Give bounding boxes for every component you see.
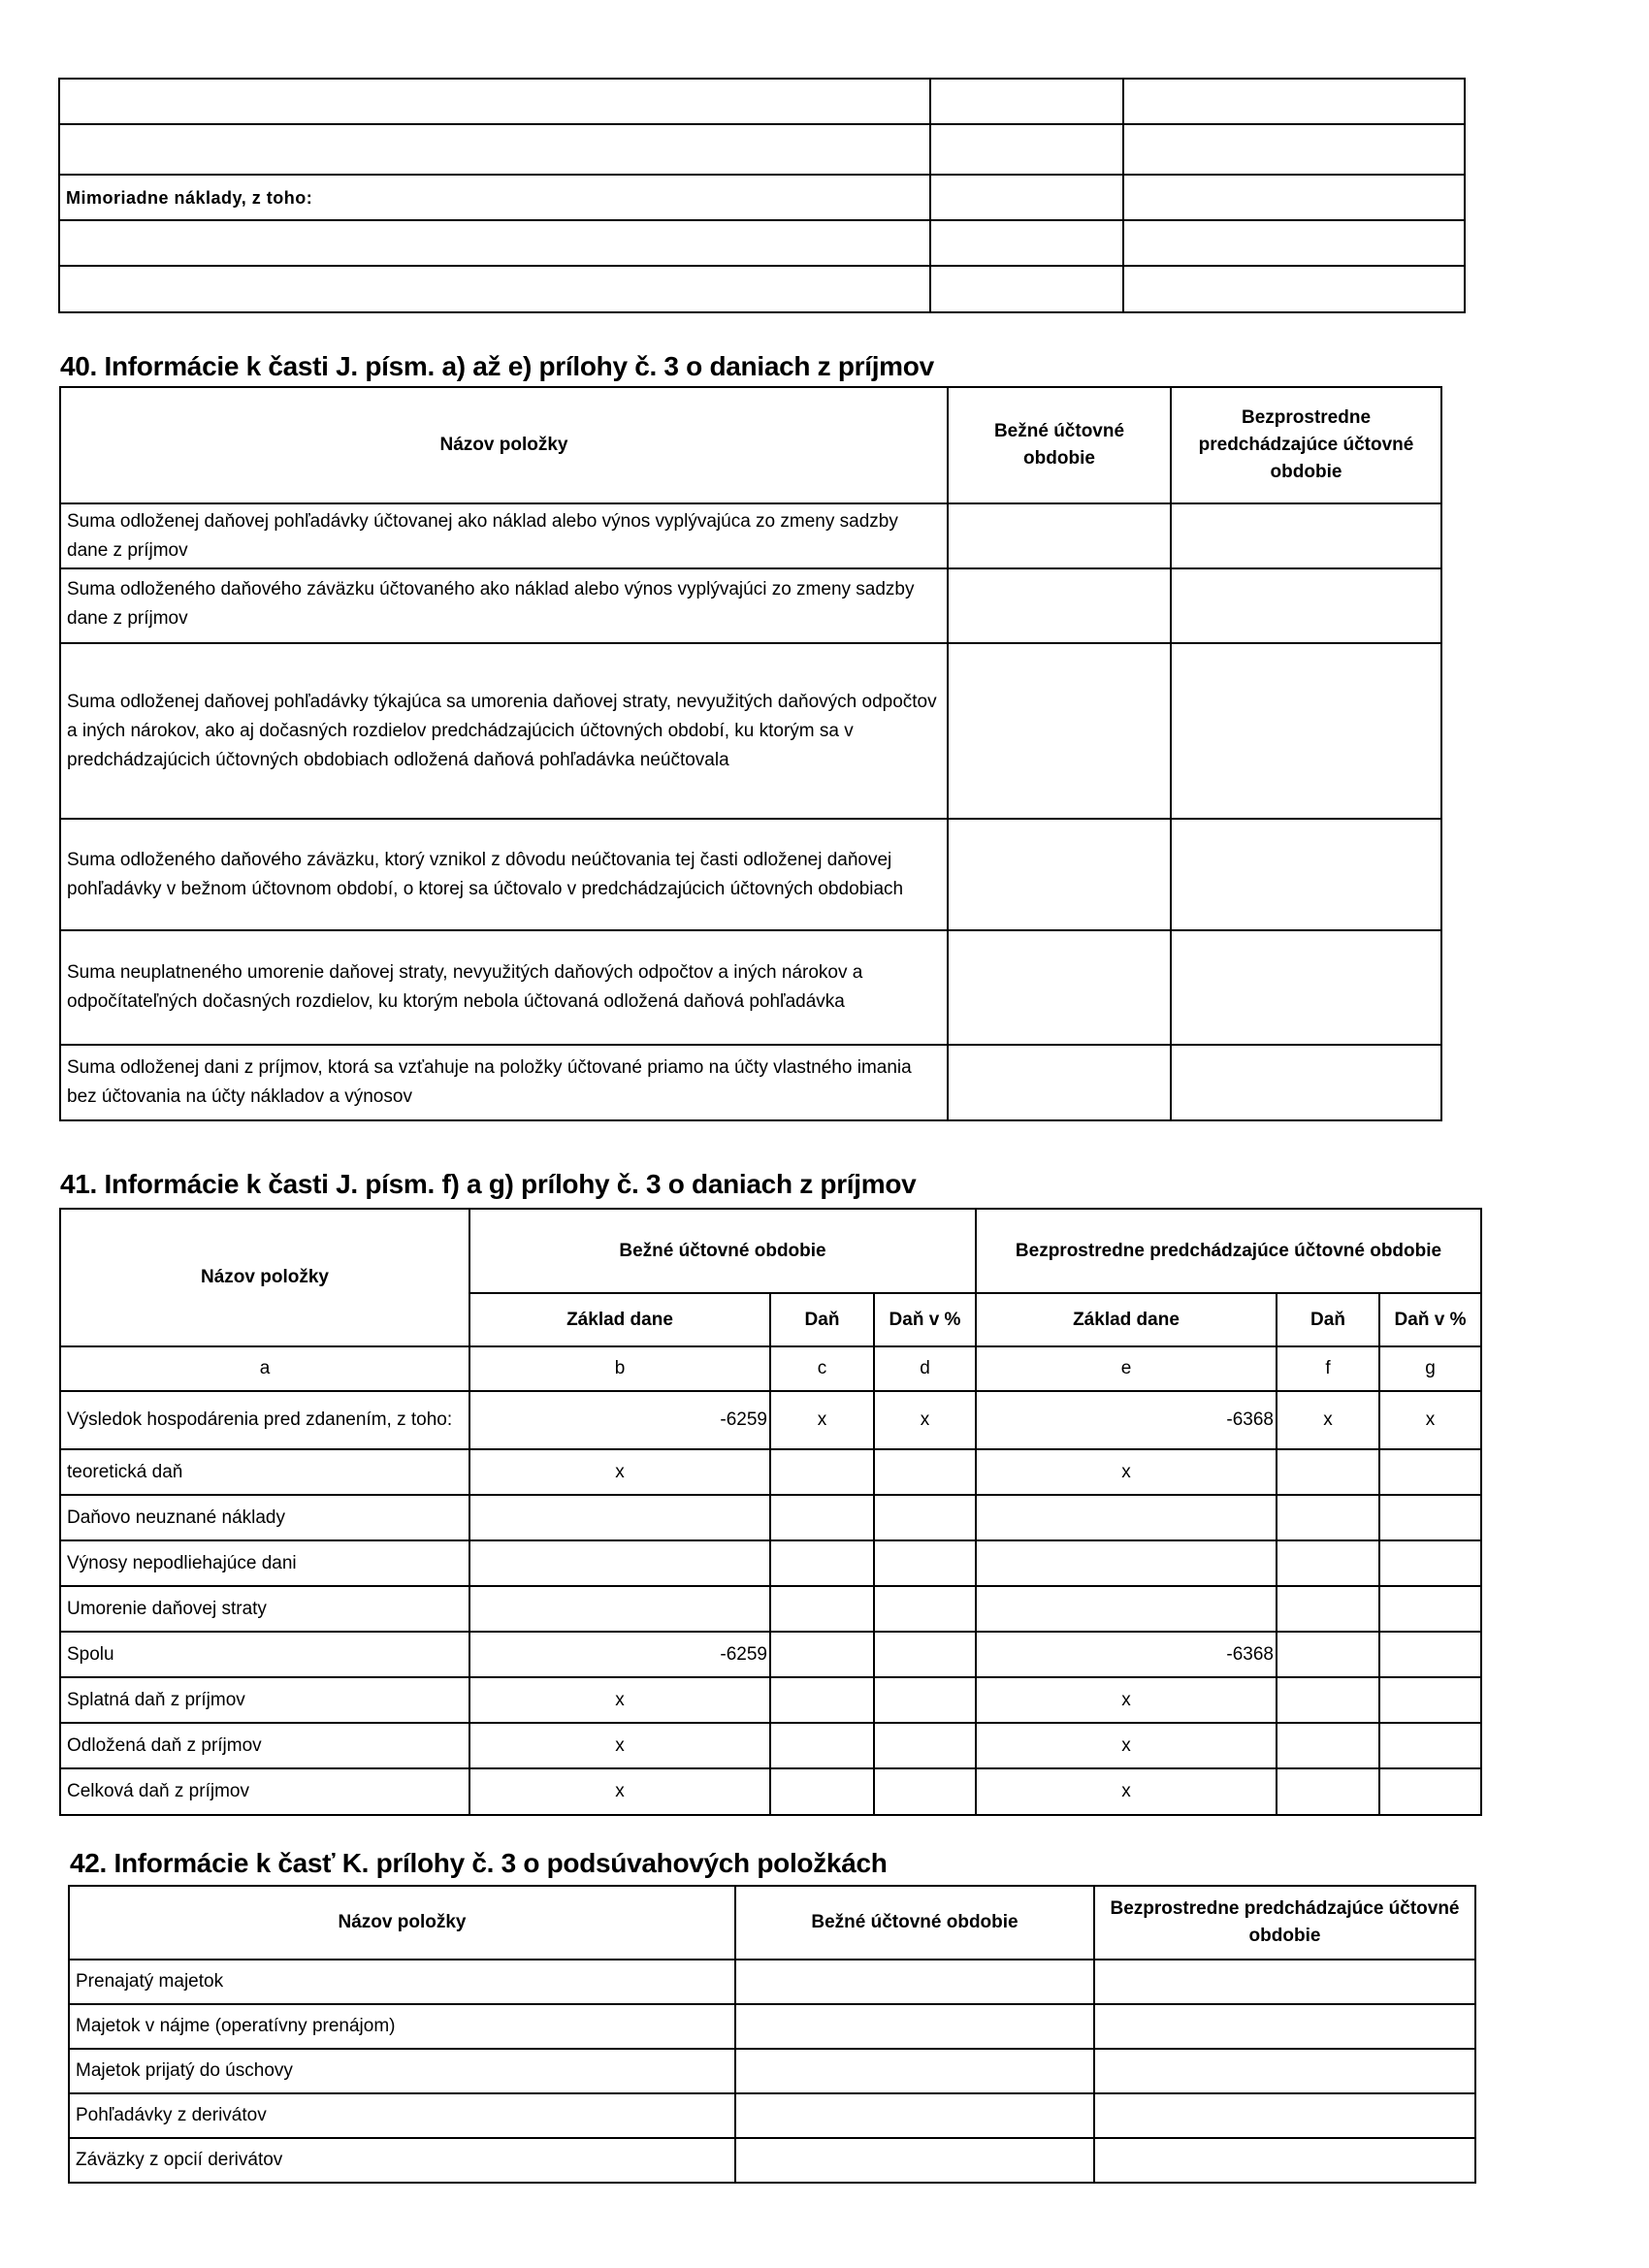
tax-pct-cell[interactable] — [874, 1677, 976, 1723]
section-41-table — [59, 1208, 1482, 1816]
header-row — [60, 387, 1441, 503]
tax-base-cell[interactable]: x — [469, 1449, 770, 1495]
table-row — [59, 266, 1465, 312]
section-40-title: 40. Informácie k časti J. písm. a) až e) prílohy č. 3 o daniach z príjmov — [60, 351, 934, 381]
column-group-current-period: Bežné účtovné obdobie — [469, 1209, 976, 1293]
row-label: Suma odloženej daňovej pohľadávky účtovanej ako náklad alebo výnos vyplývajúca zo zmeny sadzby dane z príjmov — [60, 503, 948, 568]
previous-period-cell[interactable] — [1094, 2004, 1475, 2049]
tax-cell[interactable] — [770, 1586, 874, 1632]
tax-prev-cell[interactable] — [1277, 1677, 1379, 1723]
column-header-tax-pct-prev: Daň v % — [1379, 1293, 1481, 1346]
current-period-cell[interactable] — [948, 643, 1171, 819]
table-row — [69, 2138, 1475, 2183]
table-row — [60, 1586, 1481, 1632]
tax-base-cell[interactable] — [469, 1495, 770, 1540]
tax-base-prev-cell[interactable]: x — [976, 1723, 1277, 1768]
current-period-cell[interactable] — [948, 568, 1171, 643]
table-row — [60, 568, 1441, 643]
current-period-cell[interactable] — [930, 175, 1123, 220]
table-row — [60, 1768, 1481, 1815]
tax-base-cell[interactable]: x — [469, 1677, 770, 1723]
previous-period-cell[interactable] — [1171, 1045, 1441, 1120]
current-period-cell[interactable] — [948, 503, 1171, 568]
tax-pct-cell[interactable] — [874, 1723, 976, 1768]
current-period-cell[interactable] — [948, 930, 1171, 1045]
row-label: teoretická daň — [60, 1449, 469, 1495]
current-period-cell[interactable] — [930, 124, 1123, 175]
tax-cell[interactable] — [770, 1540, 874, 1586]
tax-prev-cell[interactable] — [1277, 1723, 1379, 1768]
tax-cell[interactable]: x — [770, 1391, 874, 1449]
row-label: Suma odloženého daňového záväzku, ktorý vznikol z dôvodu neúčtovania tej časti odloženej daňovej pohľadávky v bežnom účtovnom období, o ktorej sa účtovalo v predchádzajúcich účtovných obdobiach — [60, 819, 948, 930]
tax-pct-prev-cell[interactable] — [1379, 1449, 1481, 1495]
row-label: Prenajatý majetok — [69, 1960, 735, 2004]
column-header-name: Názov položky — [60, 387, 948, 503]
tax-pct-cell[interactable] — [874, 1632, 976, 1677]
tax-pct-cell[interactable] — [874, 1449, 976, 1495]
tax-base-cell[interactable]: x — [469, 1723, 770, 1768]
current-period-cell[interactable] — [735, 2138, 1094, 2183]
row-label: Majetok prijatý do úschovy — [69, 2049, 735, 2093]
current-period-cell[interactable] — [735, 2004, 1094, 2049]
tax-pct-cell[interactable] — [874, 1540, 976, 1586]
column-group-previous-period: Bezprostredne predchádzajúce účtovné obdobie — [976, 1209, 1481, 1293]
row-label — [59, 79, 930, 124]
tax-pct-prev-cell[interactable] — [1379, 1677, 1481, 1723]
tax-base-prev-cell[interactable]: x — [976, 1449, 1277, 1495]
previous-period-cell[interactable] — [1094, 2049, 1475, 2093]
column-header-previous: Bezprostredne predchádzajúce účtovné obdobie — [1171, 387, 1441, 503]
row-label: Suma neuplatneného umorenie daňovej straty, nevyužitých daňových odpočtov a iných nárokov a odpočítateľných dočasných rozdielov, ku ktorým nebola účtovaná odložená daňová pohľadávka — [60, 930, 948, 1045]
row-label: Daňovo neuznané náklady — [60, 1495, 469, 1540]
tax-prev-cell[interactable] — [1277, 1540, 1379, 1586]
header-row-groups — [60, 1209, 1481, 1293]
tax-prev-cell[interactable]: x — [1277, 1391, 1379, 1449]
tax-prev-cell[interactable] — [1277, 1495, 1379, 1540]
row-label — [59, 124, 930, 175]
tax-base-prev-cell[interactable] — [976, 1540, 1277, 1586]
tax-base-prev-cell[interactable]: x — [976, 1677, 1277, 1723]
previous-period-cell[interactable] — [1171, 568, 1441, 643]
row-label-extraordinary-costs: Mimoriadne náklady, z toho: — [59, 175, 930, 220]
header-row — [69, 1886, 1475, 1960]
previous-period-cell[interactable] — [1171, 819, 1441, 930]
current-period-cell[interactable] — [948, 1045, 1171, 1120]
row-label: Výsledok hospodárenia pred zdanením, z toho: — [60, 1391, 469, 1449]
table-row — [60, 1391, 1481, 1449]
tax-cell[interactable] — [770, 1768, 874, 1815]
previous-period-cell[interactable] — [1094, 2138, 1475, 2183]
tax-base-cell[interactable]: -6259 — [469, 1391, 770, 1449]
column-header-previous: Bezprostredne predchádzajúce účtovné obdobie — [1094, 1886, 1475, 1960]
tax-pct-prev-cell[interactable] — [1379, 1540, 1481, 1586]
table-row — [60, 819, 1441, 930]
table-row — [69, 2004, 1475, 2049]
table-row — [60, 1723, 1481, 1768]
tax-cell[interactable] — [770, 1677, 874, 1723]
table-row — [69, 2049, 1475, 2093]
tax-base-cell[interactable]: x — [469, 1768, 770, 1815]
previous-period-cell[interactable] — [1171, 643, 1441, 819]
column-letter-g: g — [1379, 1346, 1481, 1391]
column-header-tax: Daň — [770, 1293, 874, 1346]
row-label — [59, 220, 930, 266]
row-label: Suma odloženej daňovej pohľadávky týkajúca sa umorenia daňovej straty, nevyužitých daňových odpočtov a iných nárokov, ako aj dočasných rozdielov predchádzajúcich účtovných období, ku ktorým sa v predchádzajúcich účtovných obdobiach odložená daňová pohľadávka neúčtovala — [60, 643, 948, 819]
tax-cell[interactable] — [770, 1495, 874, 1540]
tax-pct-cell[interactable] — [874, 1495, 976, 1540]
current-period-cell[interactable] — [930, 220, 1123, 266]
column-letter-f: f — [1277, 1346, 1379, 1391]
row-label: Záväzky z opcií derivátov — [69, 2138, 735, 2183]
row-label: Odložená daň z príjmov — [60, 1723, 469, 1768]
tax-pct-prev-cell[interactable] — [1379, 1495, 1481, 1540]
row-label: Suma odloženého daňového záväzku účtovaného ako náklad alebo výnos vyplývajúci zo zmeny sadzby dane z príjmov — [60, 568, 948, 643]
column-header-current: Bežné účtovné obdobie — [948, 387, 1171, 503]
row-label: Suma odloženej dani z príjmov, ktorá sa vzťahuje na položky účtované priamo na účty vlastného imania bez účtovania na účty nákladov a výnosov — [60, 1045, 948, 1120]
column-letter-b: b — [469, 1346, 770, 1391]
tax-pct-cell[interactable] — [874, 1768, 976, 1815]
row-label: Pohľadávky z derivátov — [69, 2093, 735, 2138]
section-41-title: 41. Informácie k časti J. písm. f) a g) prílohy č. 3 o daniach z príjmov — [60, 1169, 917, 1199]
column-letter-a: a — [60, 1346, 469, 1391]
table-row — [69, 1960, 1475, 2004]
table-row — [59, 79, 1465, 124]
row-label: Spolu — [60, 1632, 469, 1677]
tax-base-prev-cell[interactable]: -6368 — [976, 1391, 1277, 1449]
table-row — [60, 1677, 1481, 1723]
table-row — [60, 643, 1441, 819]
table-row — [60, 1540, 1481, 1586]
tax-prev-cell[interactable] — [1277, 1449, 1379, 1495]
column-header-name: Názov položky — [60, 1209, 469, 1346]
tax-cell[interactable] — [770, 1632, 874, 1677]
previous-period-cell[interactable] — [1094, 2093, 1475, 2138]
section-42-table — [68, 1885, 1476, 2184]
current-period-cell[interactable] — [735, 2049, 1094, 2093]
column-letter-c: c — [770, 1346, 874, 1391]
row-label — [59, 266, 930, 312]
previous-period-cell[interactable] — [1123, 220, 1465, 266]
row-label: Umorenie daňovej straty — [60, 1586, 469, 1632]
table-row — [59, 124, 1465, 175]
tax-prev-cell[interactable] — [1277, 1632, 1379, 1677]
section-40-table — [59, 386, 1442, 1121]
tax-base-prev-cell[interactable]: -6368 — [976, 1632, 1277, 1677]
row-label: Splatná daň z príjmov — [60, 1677, 469, 1723]
tax-prev-cell[interactable] — [1277, 1586, 1379, 1632]
tax-base-cell[interactable]: -6259 — [469, 1632, 770, 1677]
tax-pct-cell[interactable] — [874, 1586, 976, 1632]
previous-period-cell[interactable] — [1123, 175, 1465, 220]
row-label: Celková daň z príjmov — [60, 1768, 469, 1815]
tax-base-prev-cell[interactable] — [976, 1586, 1277, 1632]
current-period-cell[interactable] — [948, 819, 1171, 930]
letter-row — [60, 1346, 1481, 1391]
previous-period-cell[interactable] — [1094, 1960, 1475, 2004]
tax-base-prev-cell[interactable] — [976, 1495, 1277, 1540]
current-period-cell[interactable] — [930, 266, 1123, 312]
table-row — [59, 175, 1465, 220]
column-header-tax-prev: Daň — [1277, 1293, 1379, 1346]
tax-pct-prev-cell[interactable] — [1379, 1768, 1481, 1815]
current-period-cell[interactable] — [930, 79, 1123, 124]
current-period-cell[interactable] — [735, 2093, 1094, 2138]
tax-prev-cell[interactable] — [1277, 1768, 1379, 1815]
table-row — [60, 1495, 1481, 1540]
table-row — [69, 2093, 1475, 2138]
top-continuation-table — [58, 78, 1466, 313]
column-header-name: Názov položky — [69, 1886, 735, 1960]
previous-period-cell[interactable] — [1123, 266, 1465, 312]
tax-pct-prev-cell[interactable] — [1379, 1632, 1481, 1677]
previous-period-cell[interactable] — [1123, 79, 1465, 124]
row-label: Majetok v nájme (operatívny prenájom) — [69, 2004, 735, 2049]
previous-period-cell[interactable] — [1123, 124, 1465, 175]
row-label: Výnosy nepodliehajúce dani — [60, 1540, 469, 1586]
tax-pct-cell[interactable]: x — [874, 1391, 976, 1449]
previous-period-cell[interactable] — [1171, 503, 1441, 568]
current-period-cell[interactable] — [735, 1960, 1094, 2004]
tax-pct-prev-cell[interactable]: x — [1379, 1391, 1481, 1449]
tax-pct-prev-cell[interactable] — [1379, 1723, 1481, 1768]
tax-base-cell[interactable] — [469, 1586, 770, 1632]
column-header-tax-base: Základ dane — [469, 1293, 770, 1346]
tax-cell[interactable] — [770, 1723, 874, 1768]
tax-pct-prev-cell[interactable] — [1379, 1586, 1481, 1632]
column-letter-d: d — [874, 1346, 976, 1391]
column-letter-e: e — [976, 1346, 1277, 1391]
table-row — [60, 930, 1441, 1045]
column-header-current: Bežné účtovné obdobie — [735, 1886, 1094, 1960]
previous-period-cell[interactable] — [1171, 930, 1441, 1045]
tax-cell[interactable] — [770, 1449, 874, 1495]
tax-base-cell[interactable] — [469, 1540, 770, 1586]
table-row — [59, 220, 1465, 266]
table-row — [60, 503, 1441, 568]
table-row — [60, 1449, 1481, 1495]
table-row-total — [60, 1632, 1481, 1677]
tax-base-prev-cell[interactable]: x — [976, 1768, 1277, 1815]
section-42-title: 42. Informácie k časť K. prílohy č. 3 o podsúvahových položkách — [70, 1848, 888, 1878]
column-header-tax-base-prev: Základ dane — [976, 1293, 1277, 1346]
table-row — [60, 1045, 1441, 1120]
column-header-tax-pct: Daň v % — [874, 1293, 976, 1346]
